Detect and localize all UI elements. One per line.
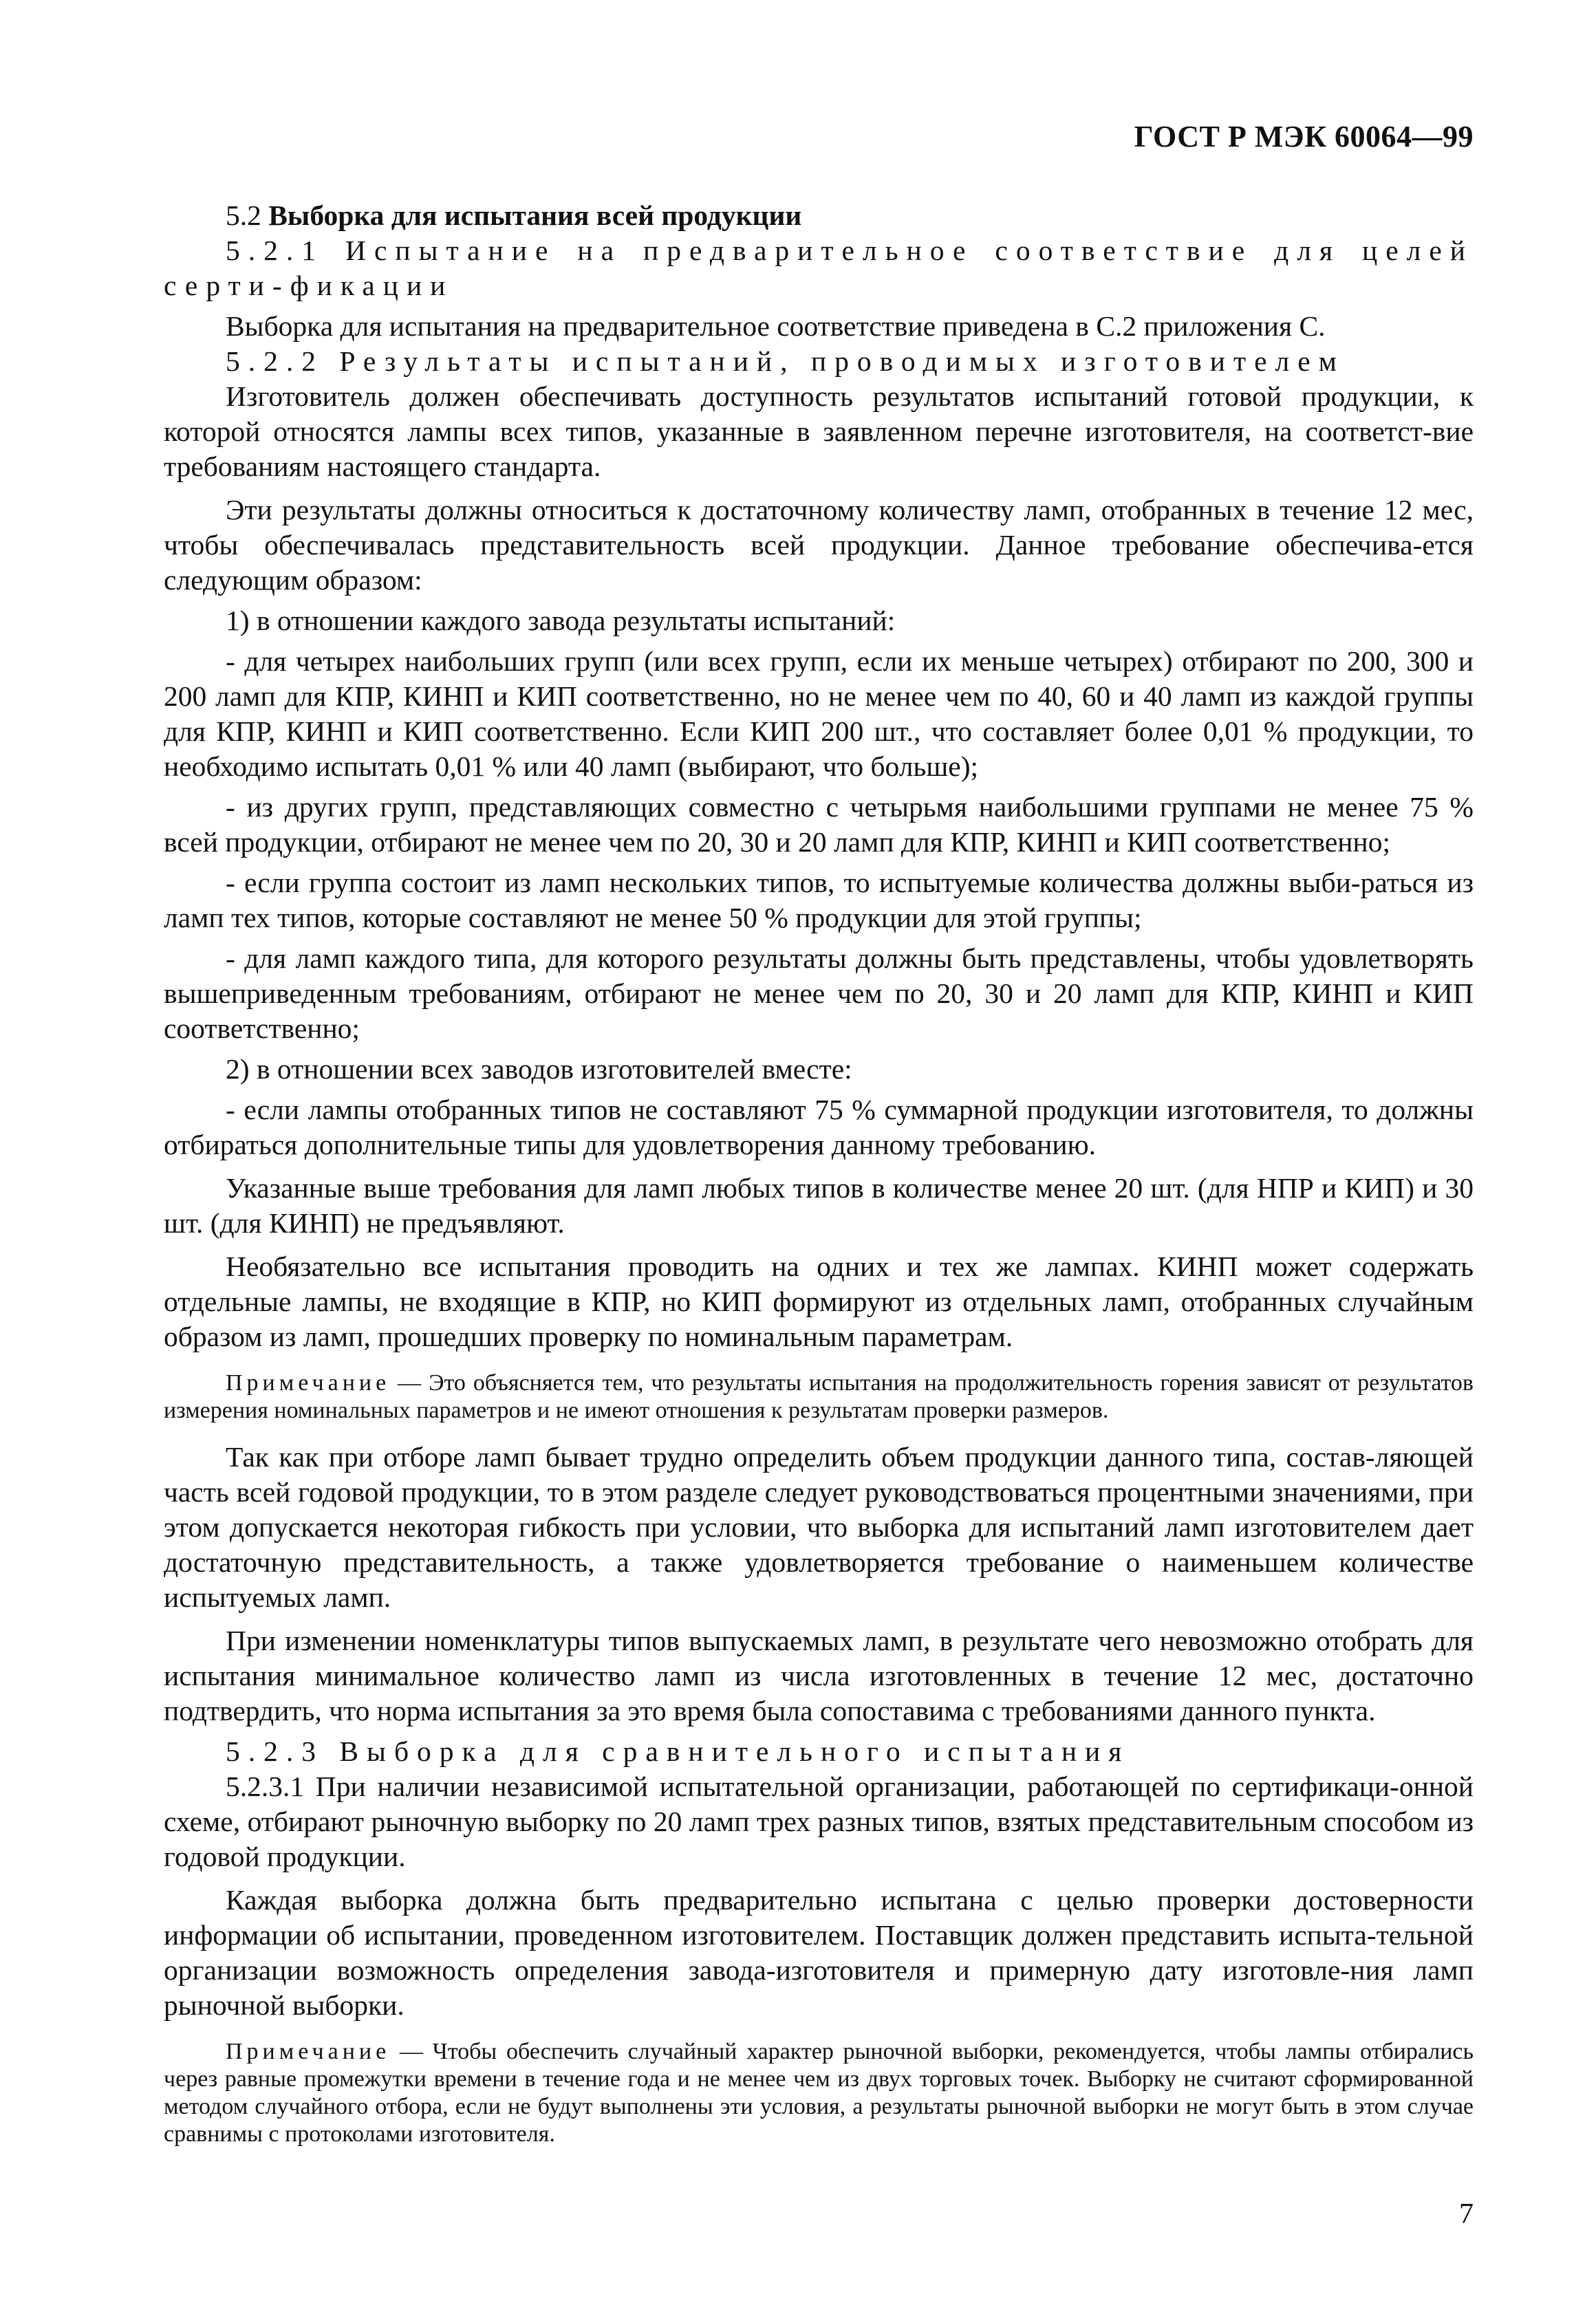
section-5-2-2-paragraph: Изготовитель должен обеспечивать доступность результатов испытаний готовой продукции, к которой относятся лампы всех типов, указанные в заявленном перечне изготовителя, на соответст-вие требованиям настоящего стандарта. [164, 380, 1474, 482]
page-number: 7 [1459, 2198, 1474, 2230]
section-5-2-2-paragraph: При изменении номенклатуры типов выпускаемых ламп, в результате чего невозможно отобрать для испытания минимальное количество ламп из числа изготовленных в течение 12 мес, достаточно подтвердить, что норма испытания за это время была сопоставима с требованиями данного пункта. [164, 1625, 1474, 1727]
standard-code: ГОСТ Р МЭК 60064—99 [1134, 120, 1474, 153]
section-5-2-2-paragraph: Указанные выше требования для ламп любых типов в количестве менее 20 шт. (для НПР и КИП) и 30 шт. (для КИНП) не предъявляют. [164, 1172, 1474, 1239]
note-label: Примечание [226, 1370, 391, 1396]
section-5-2-3-heading: 5.2.3 Выборка для сравнительного испытания [226, 1735, 1130, 1767]
section-5-2-2-paragraph: Так как при отборе ламп бывает трудно определить объем продукции данного типа, состав-ляющей часть всей годовой продукции, то в этом разделе следует руководствоваться процентными значениями, при этом допускается некоторая гибкость при условии, что выборка для испытаний ламп изготовителем дает достаточную представительность, а также удовлетворяется требование о наименьшем количестве испытуемых ламп. [164, 1441, 1474, 1613]
note-1 [164, 1370, 1474, 1425]
list-item-1: 1) в отношении каждого завода результаты испытаний: [226, 605, 896, 636]
section-5-2-3-1-paragraph: 5.2.3.1 При наличии независимой испытательной организации, работающей по сертификаци-онной схеме, отбирают рыночную выборку по 20 ламп трех разных типов, взятых представительным способом из годовой продукции. [164, 1771, 1474, 1872]
note-text: — Чтобы обеспечить случайный характер рыночной выборки, рекомендуется, чтобы лампы отбирались через равные промежутки времени в течение года и не менее чем из двух торговых точек. Выборку не считают сформированной методом случайного отбора, если не будут выполнены эти условия, а результаты рыночной выборки не могут быть в этом случае сравнимы с протоколами изготовителя. [164, 2039, 1474, 2147]
note-text: — Это объясняется тем, что результаты испытания на продолжительность горения зависят от результатов измерения номинальных параметров и не имеют отношения к результатам проверки размеров. [164, 1370, 1474, 1423]
list-subitem: - для ламп каждого типа, для которого результаты должны быть представлены, чтобы удовлетворять вышеприведенным требованиям, отбирают не менее чем по 20, 30 и 20 ламп для КПР, КИНП и КИП соответственно; [164, 942, 1474, 1044]
section-5-2-2-heading: 5.2.2 Результаты испытаний, проводимых изготовителем [226, 345, 1345, 377]
section-5-2-number: 5.2 [226, 199, 261, 231]
note-2 [164, 2038, 1474, 2148]
list-subitem: - если группа состоит из ламп нескольких типов, то испытуемые количества должны выби-раться из ламп тех типов, которые составляют не менее 50 % продукции для этой группы; [164, 867, 1474, 933]
document-body [164, 198, 1474, 2148]
list-item-2: 2) в отношении всех заводов изготовителей вместе: [226, 1053, 852, 1085]
section-5-2-2-paragraph: Эти результаты должны относиться к достаточному количеству ламп, отобранных в течение 12 мес, чтобы обеспечивалась представительность всей продукции. Данное требование обеспечива-ется следующим образом: [164, 494, 1474, 596]
list-subitem: - из других групп, представляющих совместно с четырьмя наибольшими группами не менее 75 % всей продукции, отбирают не менее чем по 20, 30 и 20 ламп для КПР, КИНП и КИП соответственно; [164, 791, 1474, 858]
note-label: Примечание [226, 2039, 391, 2064]
section-5-2-2-paragraph: Необязательно все испытания проводить на одних и тех же лампах. КИНП может содержать отдельные лампы, не входящие в КПР, но КИП формируют из отдельных ламп, отобранных случайным образом из ламп, прошедших проверку по номинальным параметрам. [164, 1251, 1474, 1352]
section-5-2-3-paragraph: Каждая выборка должна быть предварительно испытана с целью проверки достоверности информации об испытании, проведенном изготовителем. Поставщик должен представить испыта-тельной организации возможность определения завода-изготовителя и примерную дату изготовле-ния ламп рыночной выборки. [164, 1884, 1474, 2021]
section-5-2-1-heading: 5.2.1 Испытание на предварительное соответствие для целей серти-фикации [164, 235, 1474, 301]
section-5-2-heading [164, 198, 1474, 233]
section-5-2-title: Выборка для испытания всей продукции [268, 199, 802, 231]
list-subitem: - если лампы отобранных типов не составляют 75 % суммарной продукции изготовителя, то должны отбираться дополнительные типы для удовлетворения данному требованию. [164, 1094, 1474, 1160]
section-5-2-1-text: Выборка для испытания на предварительное соответствие приведена в С.2 приложения С. [226, 310, 1326, 342]
list-subitem: - для четырех наибольших групп (или всех групп, если их меньше четырех) отбирают по 200, 300 и 200 ламп для КПР, КИНП и КИП соответственно, но не менее чем по 40, 60 и 40 ламп из каждой группы для КПР, КИНП и КИП соответственно. Если КИП 200 шт., что составляет более 0,01 % продукции, то необходимо испытать 0,01 % или 40 ламп (выбирают, что больше); [164, 645, 1474, 782]
